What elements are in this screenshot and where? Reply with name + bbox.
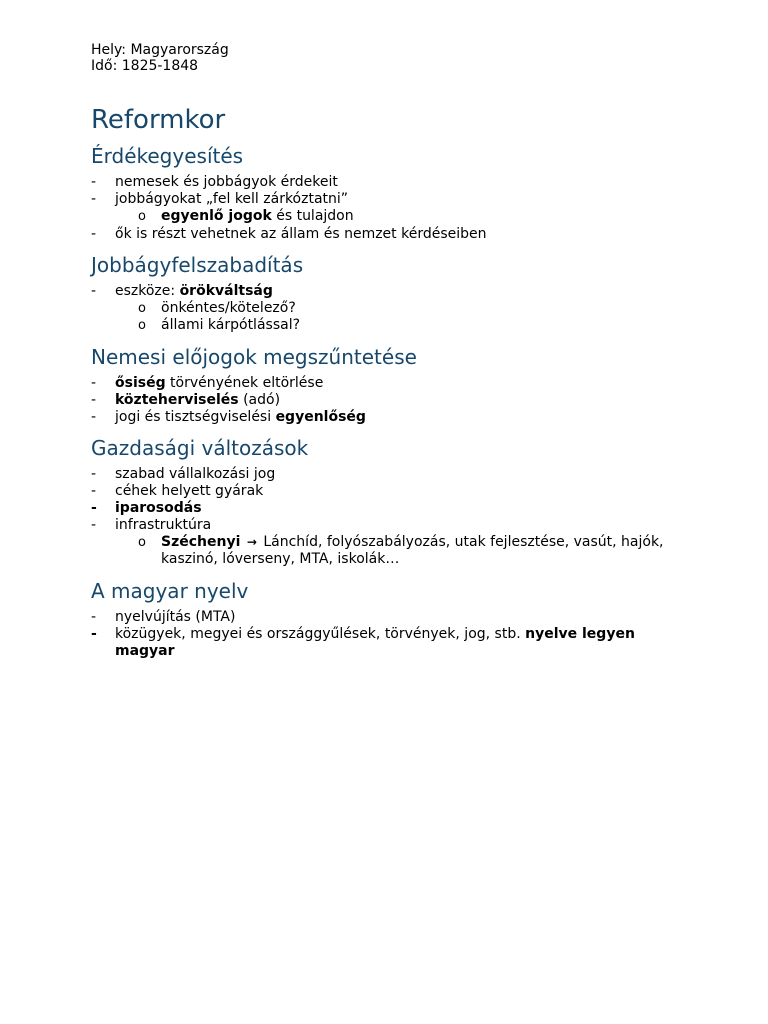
list-item (91, 409, 695, 426)
dash-bullet-icon: - (91, 482, 97, 499)
list-item (91, 609, 695, 626)
list-item (91, 283, 695, 335)
dash-bullet-icon: - (91, 282, 97, 299)
list-item-text: (adó) (238, 391, 281, 408)
bold-text: Széchenyi (161, 533, 241, 550)
list-item (91, 191, 695, 226)
bold-text: ősiség (115, 374, 166, 391)
sub-list-item (91, 300, 681, 318)
list-item-text: Lánchíd, folyószabályozás, utak fejlesztése, vasút, hajók, kaszinó, lóverseny, MTA, iskolák… (161, 533, 664, 567)
section-title-magyar-nyelv: A magyar nyelv (91, 578, 249, 603)
dash-bullet-icon: - (91, 408, 97, 425)
list-item (91, 500, 695, 517)
section-title-jobbagyfelszabaditas: Jobbágyfelszabadítás (91, 252, 304, 277)
section-list-jobbagyfelszabaditas (91, 283, 768, 335)
bold-text: örökváltság (179, 282, 273, 299)
list-item (91, 375, 695, 392)
circle-bullet-icon: o (138, 209, 146, 224)
dash-bullet-icon: - (91, 499, 97, 516)
section-title-erdekegyesites: Érdékegyesítés (91, 144, 244, 168)
dash-bullet-icon: - (91, 516, 97, 533)
list-item-text: infrastruktúra (115, 516, 212, 533)
dash-bullet-icon: - (91, 174, 97, 190)
list-item-text: szabad vállalkozási jog (115, 465, 276, 482)
list-item (91, 483, 695, 500)
dash-bullet-icon: - (91, 225, 97, 242)
section-list-nemesi-elojogok (91, 375, 768, 426)
list-item (91, 392, 695, 409)
sub-list (91, 300, 695, 335)
dash-bullet-icon: - (91, 625, 97, 642)
page-title: Reformkor (91, 105, 226, 135)
meta-time: Idő: 1825-1848 (91, 58, 199, 74)
list-item (91, 517, 695, 569)
list-item-text: jobbágyokat „fel kell zárkóztatni” (115, 191, 349, 207)
meta-block (91, 42, 768, 74)
list-item-text: és tulajdon (271, 208, 354, 224)
list-item-text: törvényének eltörlése (165, 374, 324, 391)
list-item-text: önkéntes/kötelező? (161, 299, 296, 316)
sub-list (91, 208, 695, 226)
meta-place: Hely: Magyarország (91, 42, 229, 58)
dash-bullet-icon: - (91, 191, 97, 207)
circle-bullet-icon: o (138, 300, 146, 316)
list-item-text: nyelvújítás (MTA) (115, 608, 236, 625)
bold-text: közteherviselés (115, 391, 239, 408)
bold-text: nyelve legyen magyar (115, 625, 635, 659)
list-item-text: eszköze: (115, 282, 180, 299)
dash-bullet-icon: - (91, 608, 97, 625)
dash-bullet-icon: - (91, 374, 97, 391)
circle-bullet-icon: o (138, 534, 146, 550)
list-item-text: ők is részt vehetnek az állam és nemzet kérdéseiben (115, 225, 487, 242)
list-item-text: céhek helyett gyárak (115, 482, 264, 499)
section-list-erdekegyesites (91, 174, 768, 243)
list-item-text: jogi és tisztségviselési (115, 408, 276, 425)
bold-text: egyenlő jogok (161, 208, 272, 224)
dash-bullet-icon: - (91, 465, 97, 482)
sub-list-item (91, 534, 681, 569)
dash-bullet-icon: - (91, 391, 97, 408)
section-title-gazdasagi-valtozasok: Gazdasági változások (91, 435, 309, 460)
section-list-magyar-nyelv (91, 609, 768, 660)
sub-list-item (91, 317, 681, 335)
list-item (91, 626, 695, 660)
list-item-text: közügyek, megyei és országgyűlések, törvények, jog, stb. (115, 625, 526, 642)
section-title-nemesi-elojogok: Nemesi előjogok megszűntetése (91, 344, 417, 369)
list-item-text: nemesek és jobbágyok érdekeit (115, 174, 338, 190)
list-item-text: állami kárpótlással? (161, 317, 301, 333)
section-list-gazdasagi-valtozasok (91, 466, 768, 569)
bold-text: iparosodás (115, 499, 202, 516)
list-item (91, 466, 695, 483)
sub-list (91, 534, 695, 569)
list-item (91, 174, 695, 191)
list-item (91, 226, 695, 243)
bold-text: egyenlőség (275, 408, 366, 425)
circle-bullet-icon: o (138, 318, 146, 333)
sub-list-item (91, 208, 681, 226)
arrow-right-icon: → (246, 534, 257, 549)
